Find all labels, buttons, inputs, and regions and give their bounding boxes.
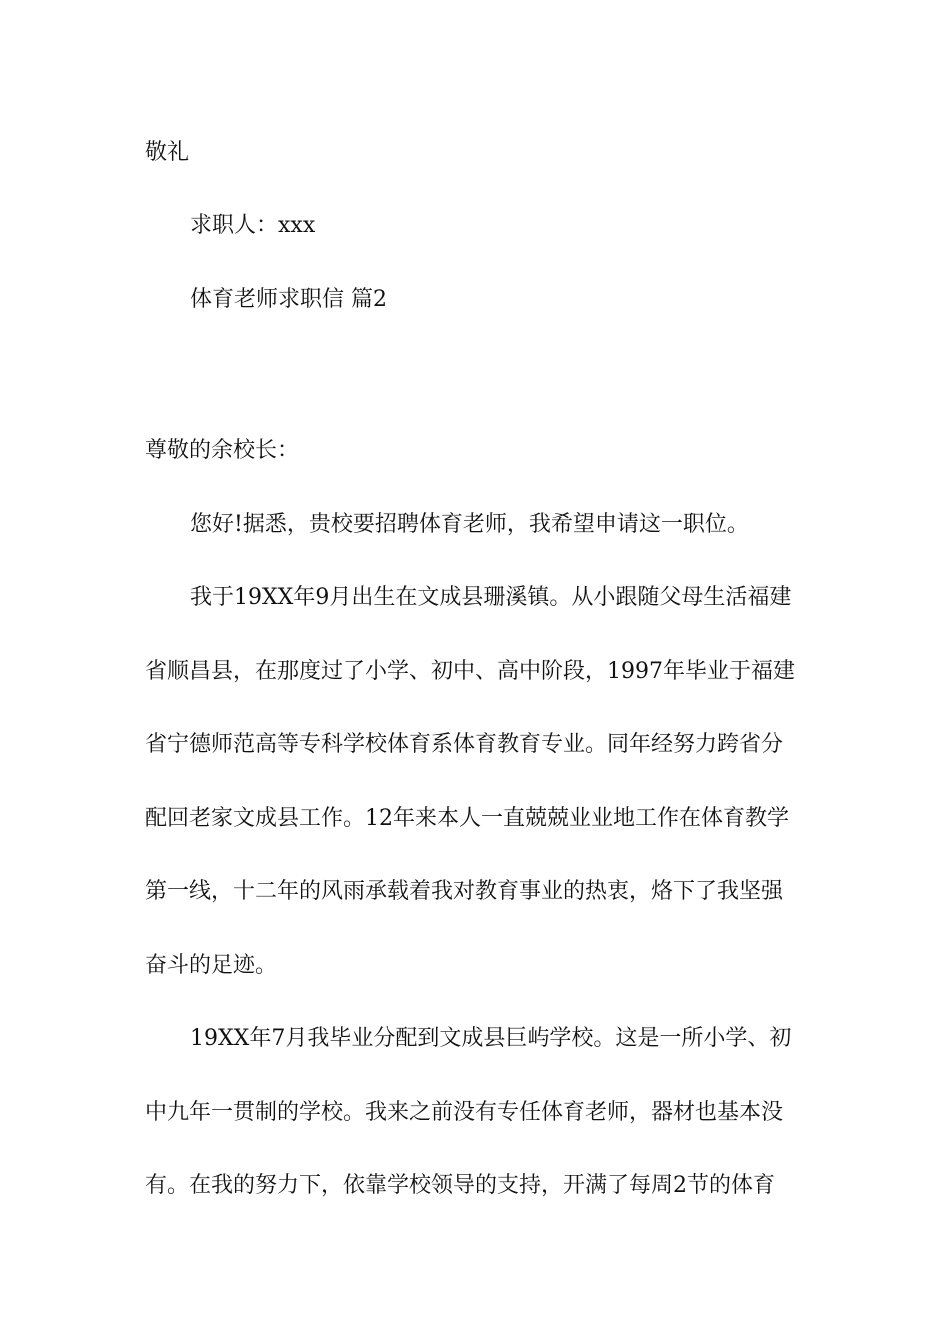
- paragraph-line: 我于19XX年9月出生在文成县珊溪镇。从小跟随父母生活福建: [190, 585, 792, 610]
- paragraph-line: 您好!据悉，贵校要招聘体育老师，我希望申请这一职位。: [190, 512, 749, 537]
- paragraph-line: 第一线，十二年的风雨承载着我对教育事业的热衷，烙下了我坚强: [145, 879, 784, 904]
- paragraph-line: 省顺昌县，在那度过了小学、初中、高中阶段，1997年毕业于福建: [145, 659, 795, 684]
- paragraph-line: 配回老家文成县工作。12年来本人一直兢兢业业地工作在体育教学: [145, 806, 789, 831]
- closing-text: 敬礼: [145, 140, 190, 165]
- paragraph-line: 19XX年7月我毕业分配到文成县巨屿学校。这是一所小学、初: [190, 1026, 792, 1051]
- section-heading: 体育老师求职信 篇2: [190, 287, 387, 312]
- salutation: 尊敬的余校长：: [145, 438, 300, 463]
- paragraph-line: 有。在我的努力下，依靠学校领导的支持，开满了每周2节的体育: [145, 1173, 775, 1198]
- paragraph-line: 中九年一贯制的学校。我来之前没有专任体育老师，器材也基本没: [145, 1100, 784, 1125]
- signature-line: 求职人：xxx: [190, 213, 316, 238]
- paragraph-line: 奋斗的足迹。: [145, 953, 278, 978]
- paragraph-line: 省宁德师范高等专科学校体育系体育教育专业。同年经努力跨省分: [145, 732, 784, 757]
